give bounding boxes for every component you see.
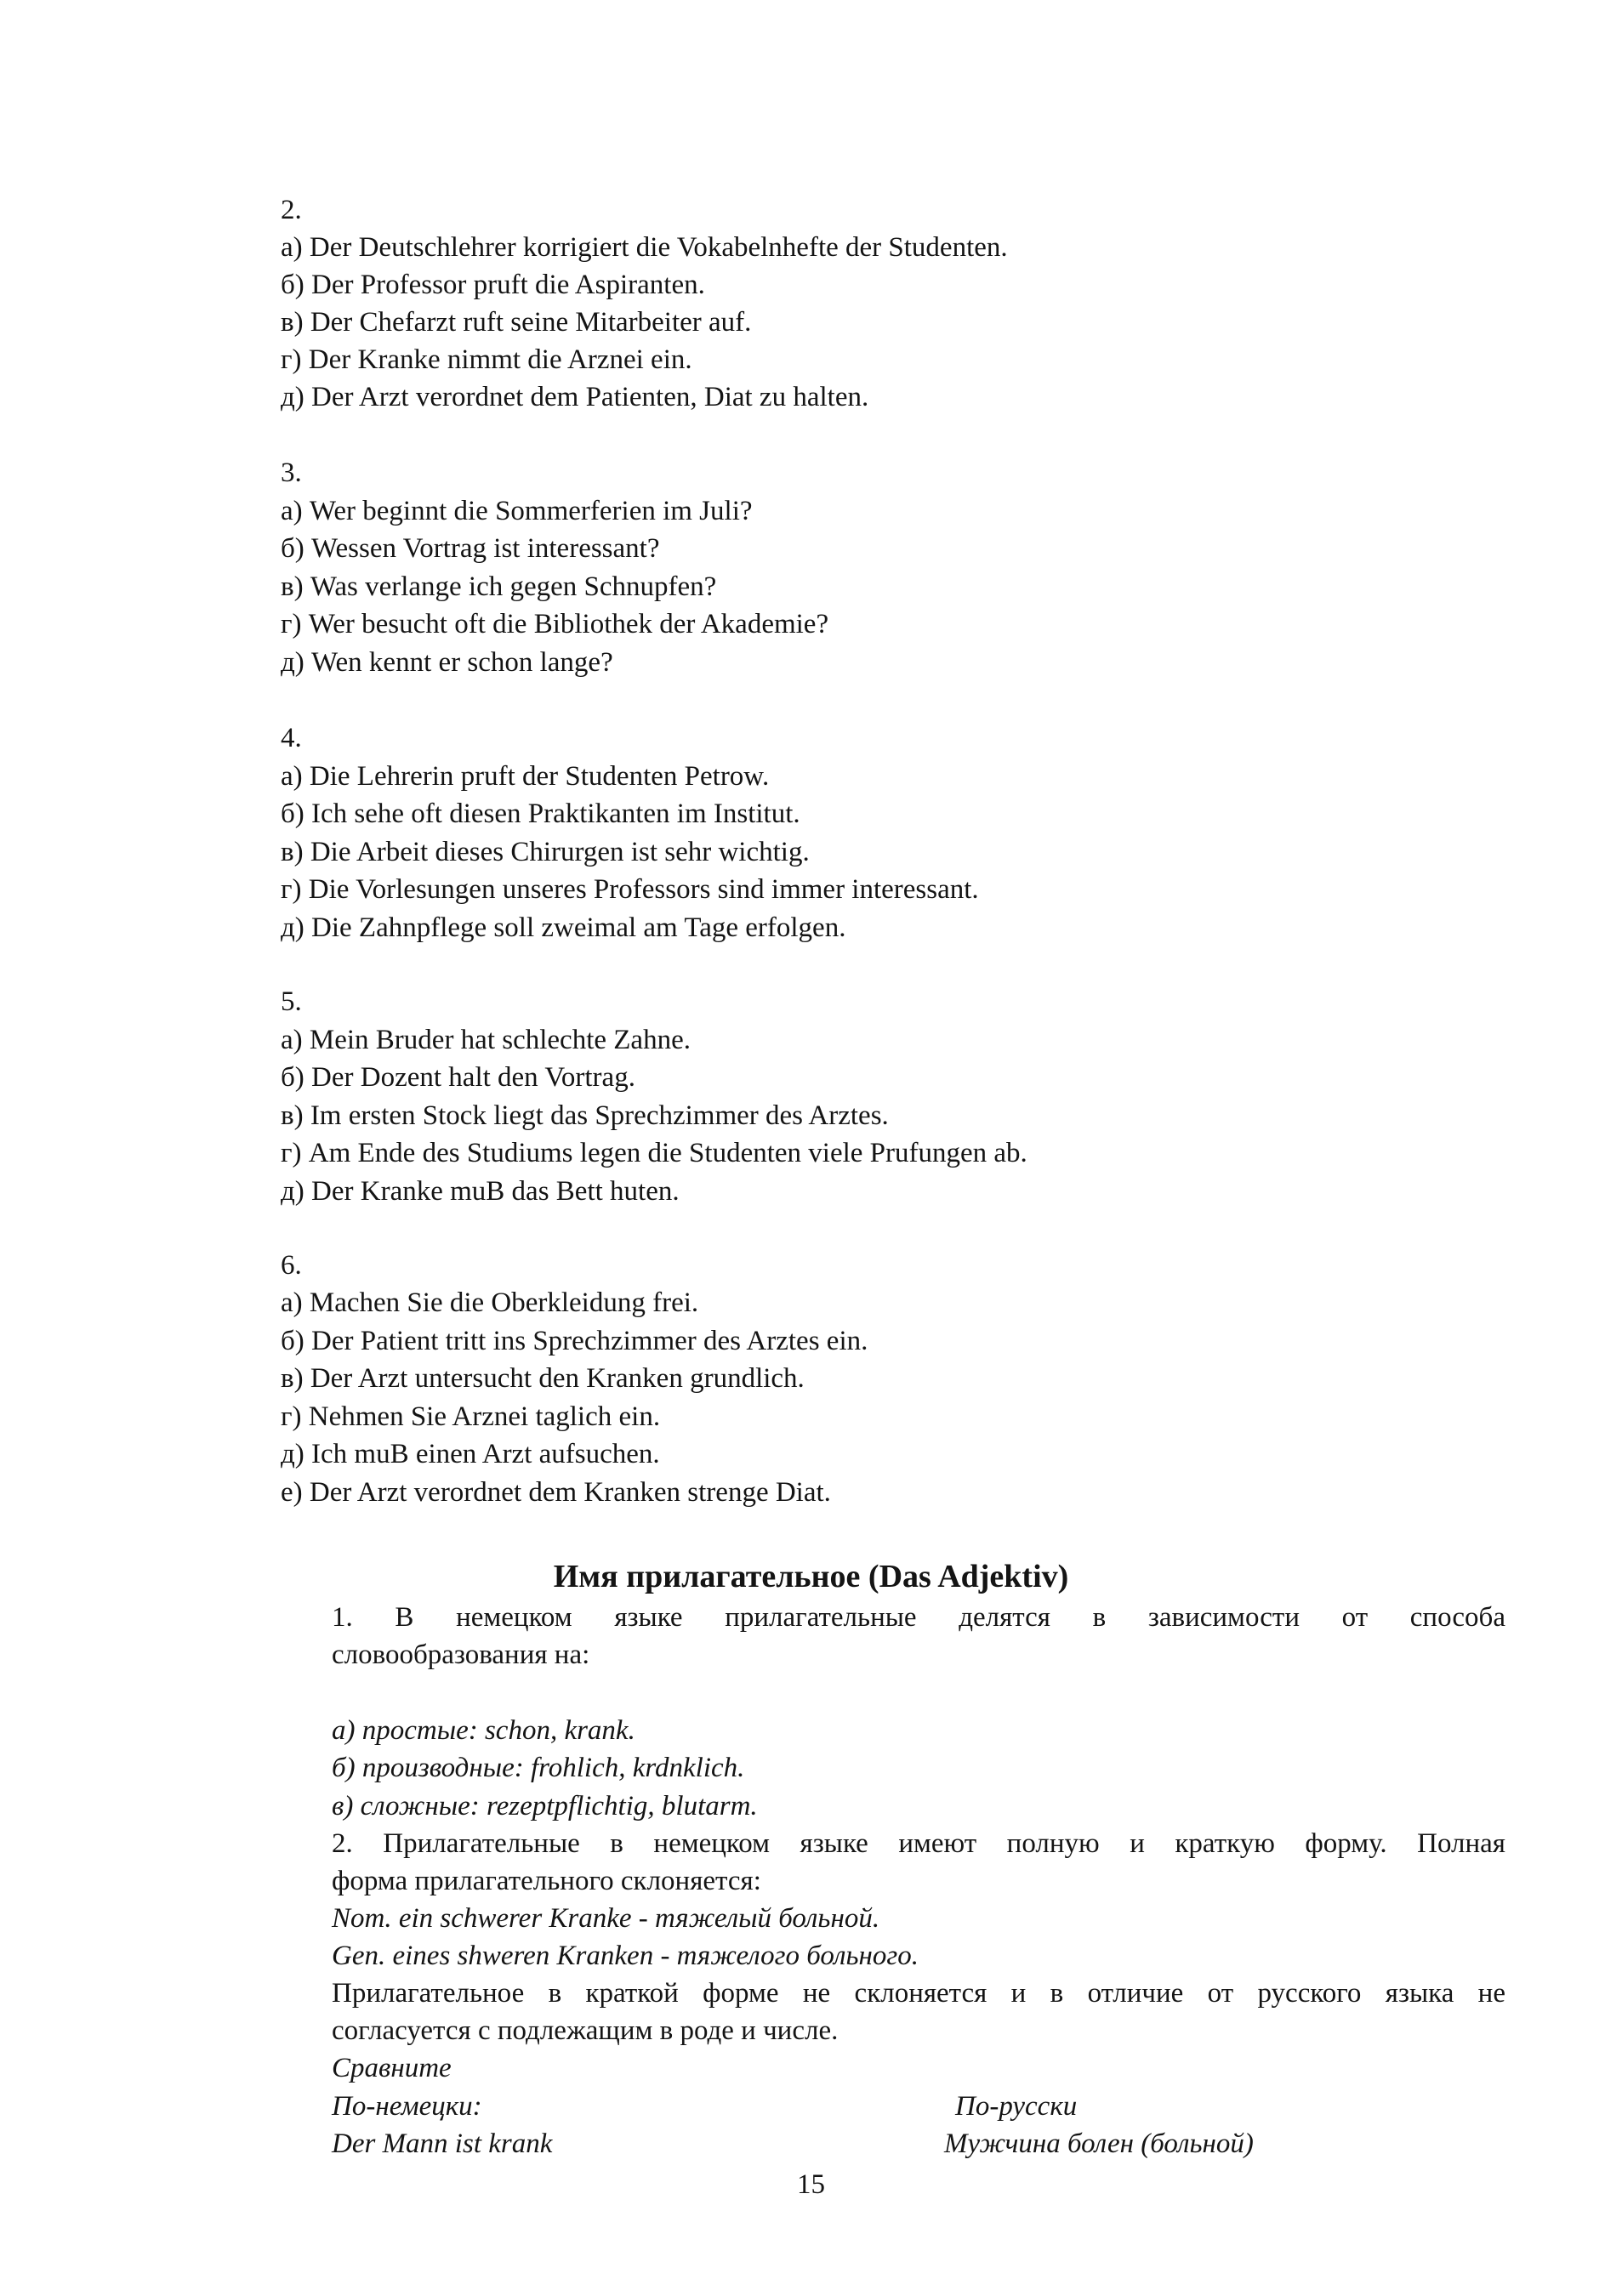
example-german: Der Mann ist krank bbox=[332, 2128, 553, 2159]
paragraph-line: форма прилагательного склоняется: bbox=[332, 1866, 761, 1896]
list-item: а) Wer beginnt die Sommerferien im Juli? bbox=[281, 496, 753, 526]
list-item: д) Ich muB einen Arzt aufsuchen. bbox=[281, 1439, 660, 1469]
list-item: г) Der Kranke nimmt die Arznei ein. bbox=[281, 344, 692, 375]
paragraph-line: 1. В немецком языке прилагательные делятся в зависимости от способа bbox=[332, 1602, 1505, 1633]
list-item: г) Wer besucht oft die Bibliothek der Akademie? bbox=[281, 609, 829, 639]
list-item: б) Wessen Vortrag ist interessant? bbox=[281, 533, 660, 564]
list-item: г) Am Ende des Studiums legen die Studenten viele Prufungen ab. bbox=[281, 1138, 1027, 1168]
paragraph-line: Прилагательное в краткой форме не склоняется и в отличие от русского языка не bbox=[332, 1978, 1505, 2009]
list-item: г) Die Vorlesungen unseres Professors sind immer interessant. bbox=[281, 874, 979, 905]
list-item: д) Der Kranke muB das Bett huten. bbox=[281, 1176, 680, 1207]
list-item: б) Der Dozent halt den Vortrag. bbox=[281, 1062, 635, 1093]
example-line: а) простые: schon, krank. bbox=[332, 1715, 635, 1746]
example-line: в) сложные: rezeptpflichtig, blutarm. bbox=[332, 1791, 758, 1821]
compare-label: Сравните bbox=[332, 2053, 452, 2083]
example-line: Gen. eines shweren Kranken - тяжелого больного. bbox=[332, 1941, 919, 1971]
list-item: а) Machen Sie die Oberkleidung frei. bbox=[281, 1287, 699, 1318]
list-item: е) Der Arzt verordnet dem Kranken strenge Diat. bbox=[281, 1477, 831, 1508]
paragraph-line: словообразования на: bbox=[332, 1640, 590, 1670]
column-header-german: По-немецки: bbox=[332, 2091, 482, 2122]
exercise-number: 2. bbox=[281, 195, 302, 225]
list-item: д) Der Arzt verordnet dem Patienten, Diat zu halten. bbox=[281, 382, 869, 412]
list-item: а) Der Deutschlehrer korrigiert die Vokabelnhefte der Studenten. bbox=[281, 232, 1008, 263]
exercise-number: 4. bbox=[281, 723, 302, 753]
list-item: в) Was verlange ich gegen Schnupfen? bbox=[281, 571, 717, 602]
list-item: б) Ich sehe oft diesen Praktikanten im Institut. bbox=[281, 798, 800, 829]
paragraph-line: 2. Прилагательные в немецком языке имеют полную и краткую форму. Полная bbox=[332, 1828, 1505, 1859]
list-item: б) Der Patient tritt ins Sprechzimmer des Arztes ein. bbox=[281, 1326, 868, 1356]
list-item: а) Mein Bruder hat schlechte Zahne. bbox=[281, 1025, 691, 1055]
exercise-number: 6. bbox=[281, 1250, 302, 1281]
list-item: д) Die Zahnpflege soll zweimal am Tage erfolgen. bbox=[281, 912, 846, 943]
section-heading: Имя прилагательное (Das Adjektiv) bbox=[553, 1559, 1069, 1594]
exercise-number: 5. bbox=[281, 986, 302, 1017]
list-item: б) Der Professor pruft die Aspiranten. bbox=[281, 270, 705, 300]
list-item: в) Der Arzt untersucht den Kranken grundlich. bbox=[281, 1363, 805, 1394]
list-item: в) Die Arbeit dieses Chirurgen ist sehr wichtig. bbox=[281, 837, 810, 867]
exercise-number: 3. bbox=[281, 457, 302, 488]
list-item: в) Im ersten Stock liegt das Sprechzimmer des Arztes. bbox=[281, 1100, 889, 1131]
column-header-russian: По-русски bbox=[955, 2091, 1078, 2122]
page-number: 15 bbox=[797, 2169, 825, 2200]
list-item: в) Der Chefarzt ruft seine Mitarbeiter auf. bbox=[281, 307, 752, 338]
paragraph-line: согласуется с подлежащим в роде и числе. bbox=[332, 2015, 839, 2046]
list-item: а) Die Lehrerin pruft der Studenten Petrow. bbox=[281, 761, 770, 792]
example-line: Nom. ein schwerer Kranke - тяжелый больной. bbox=[332, 1903, 880, 1934]
example-line: б) производные: frohlich, krdnklich. bbox=[332, 1753, 745, 1783]
list-item: г) Nehmen Sie Arznei taglich ein. bbox=[281, 1401, 661, 1432]
list-item: д) Wen kennt er schon lange? bbox=[281, 647, 613, 678]
example-russian: Мужчина болен (больной) bbox=[944, 2128, 1254, 2159]
